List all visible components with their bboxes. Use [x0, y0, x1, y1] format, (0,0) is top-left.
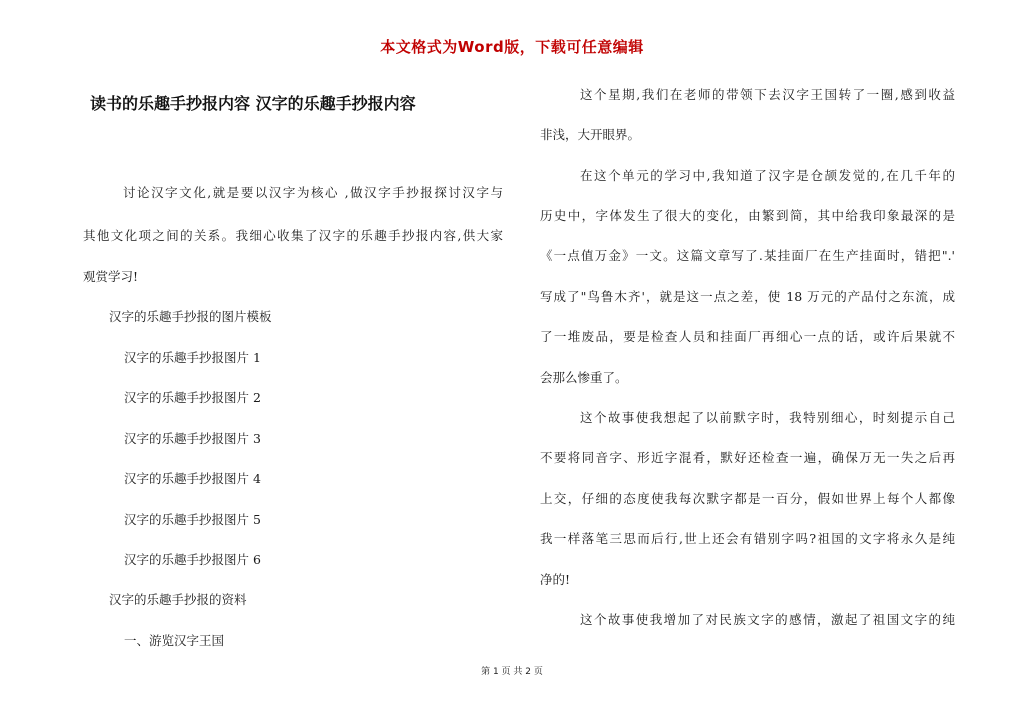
image-list-item: 汉字的乐趣手抄报图片 5 — [124, 512, 261, 527]
intro-paragraph-line: 观赏学习! — [83, 269, 139, 284]
body-line: 上交，仔细的态度使我每次默字都是一百分，假如世界上每个人都像 — [540, 491, 955, 506]
body-line: 这个星期,我们在老师的带领下去汉字王国转了一圈,感到收益 — [580, 87, 955, 102]
subheading: 一、游览汉字王国 — [124, 633, 225, 648]
body-line: 在这个单元的学习中,我知道了汉字是仓颉发觉的,在几千年的 — [580, 168, 955, 183]
page-number-footer: 第 1 页 共 2 页 — [481, 667, 543, 677]
body-line: 非浅，大开眼界。 — [540, 127, 641, 142]
body-line: 这个故事使我增加了对民族文字的感情，激起了祖国文字的纯 — [580, 612, 955, 627]
section-heading-templates: 汉字的乐趣手抄报的图片模板 — [109, 309, 272, 324]
body-line: 历史中，字体发生了很大的变化，由繁到简，其中给我印象最深的是 — [540, 208, 955, 223]
body-line: 《一点值万金》一文。这篇文章写了.某挂面厂在生产挂面时，错把".' — [540, 248, 955, 263]
image-list-item: 汉字的乐趣手抄报图片 1 — [124, 350, 261, 365]
image-list-item: 汉字的乐趣手抄报图片 4 — [124, 471, 261, 486]
document-title: 读书的乐趣手抄报内容 汉字的乐趣手抄报内容 — [90, 94, 416, 113]
image-list-item: 汉字的乐趣手抄报图片 2 — [124, 390, 261, 405]
body-line: 了一堆废品，要是检查人员和挂面厂再细心一点的话，或许后果就不 — [540, 329, 955, 344]
body-line: 我一样落笔三思而后行,世上还会有错别字吗?祖国的文字将永久是纯 — [540, 531, 955, 546]
intro-paragraph-line: 其他文化项之间的关系。我细心收集了汉字的乐趣手抄报内容,供大家 — [83, 228, 503, 243]
section-heading-materials: 汉字的乐趣手抄报的资料 — [109, 592, 247, 607]
body-line: 会那么惨重了。 — [540, 370, 628, 385]
body-line: 写成了"鸟鲁木齐'，就是这一点之差，使 18 万元的产品付之东流，成 — [540, 289, 955, 304]
intro-paragraph-line: 讨论汉字文化,就是要以汉字为核心 ,做汉字手抄报探讨汉字与 — [123, 185, 503, 200]
body-line: 净的! — [540, 572, 571, 587]
word-format-banner: 本文格式为Word版，下载可任意编辑 — [380, 38, 644, 56]
image-list-item: 汉字的乐趣手抄报图片 6 — [124, 552, 261, 567]
image-list-item: 汉字的乐趣手抄报图片 3 — [124, 431, 261, 446]
body-line: 这个故事使我想起了以前默字时，我特别细心，时刻提示自己 — [580, 410, 955, 425]
body-line: 不要将同音字、形近字混肴，默好还检查一遍，确保万无一失之后再 — [540, 450, 955, 465]
